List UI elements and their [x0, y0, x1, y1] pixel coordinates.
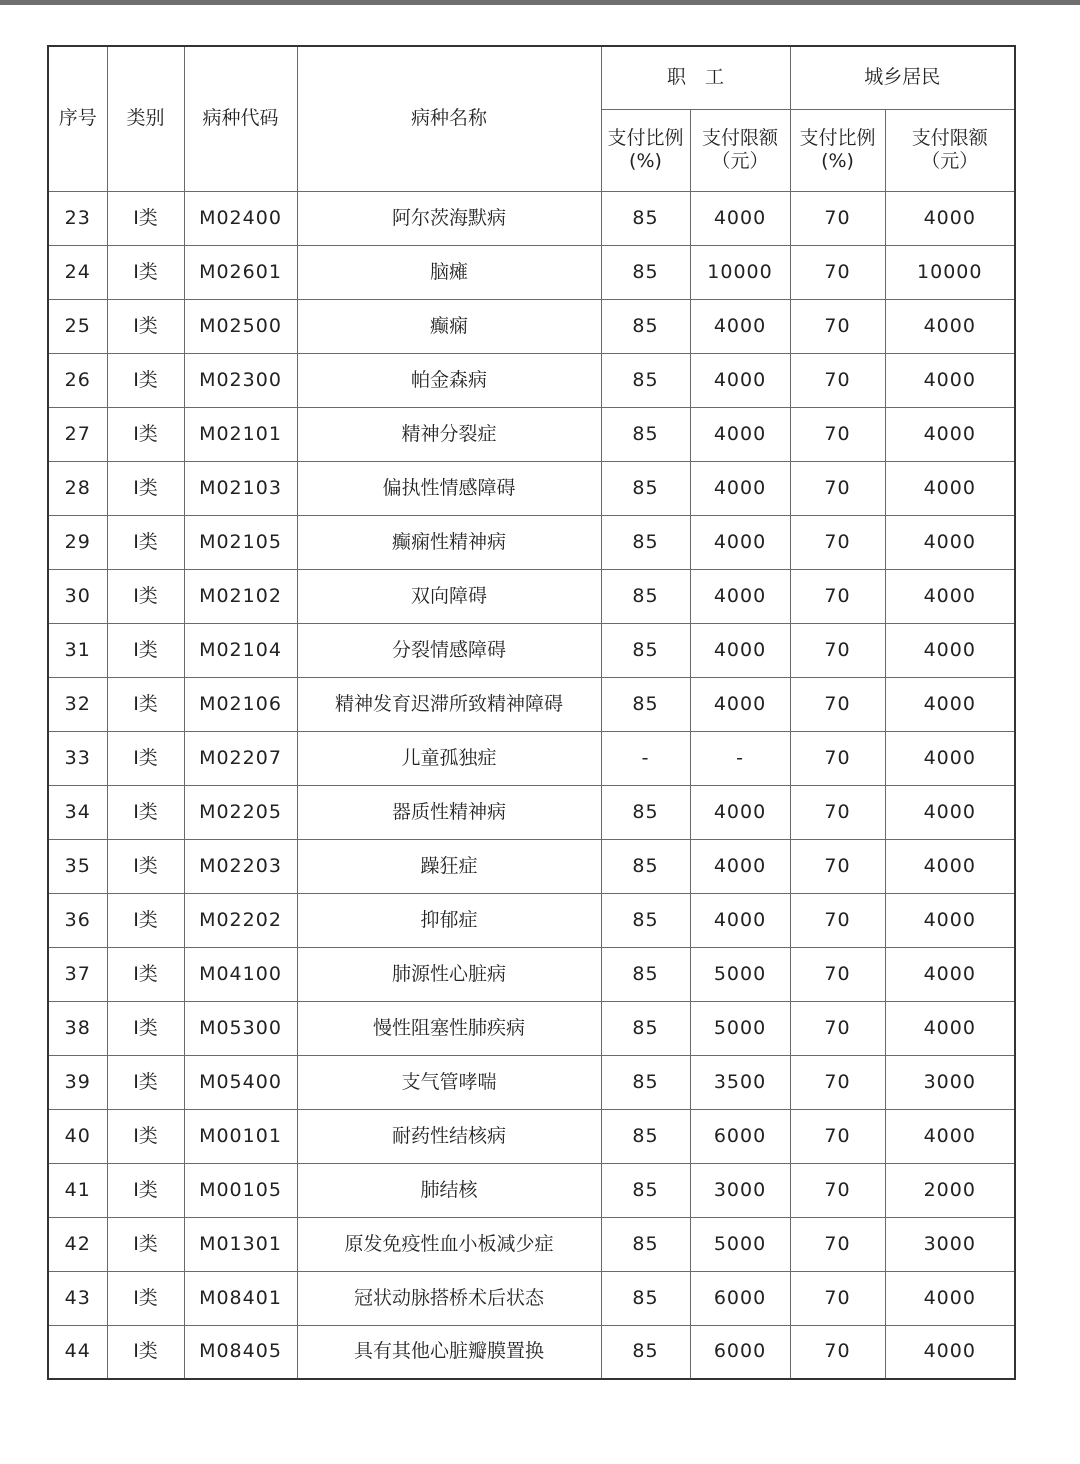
- cell-seq: 33: [48, 731, 107, 785]
- header-resident-pay-ratio: [790, 109, 885, 191]
- cell-code: M02400: [184, 191, 297, 245]
- cell-employee-pay-limit: 4000: [690, 785, 790, 839]
- cell-employee-pay-limit: 6000: [690, 1109, 790, 1163]
- header-resident: 城乡居民: [790, 46, 1015, 109]
- cell-employee-pay-ratio: 85: [601, 1109, 690, 1163]
- cell-code: M02105: [184, 515, 297, 569]
- cell-employee-pay-limit: 4000: [690, 515, 790, 569]
- cell-category: Ⅰ类: [107, 731, 184, 785]
- cell-resident-pay-limit: 4000: [885, 839, 1015, 893]
- cell-employee-pay-limit: 4000: [690, 677, 790, 731]
- cell-disease-name: 偏执性情感障碍: [297, 461, 601, 515]
- cell-employee-pay-limit: 6000: [690, 1271, 790, 1325]
- cell-category: Ⅰ类: [107, 947, 184, 1001]
- header-seq: 序号: [48, 46, 107, 191]
- table-row: [48, 569, 1015, 623]
- cell-employee-pay-ratio: 85: [601, 1163, 690, 1217]
- table-row: [48, 1271, 1015, 1325]
- cell-code: M08405: [184, 1325, 297, 1379]
- cell-employee-pay-limit: 4000: [690, 623, 790, 677]
- cell-code: M02202: [184, 893, 297, 947]
- cell-seq: 29: [48, 515, 107, 569]
- cell-code: M02601: [184, 245, 297, 299]
- pay-ratio-label: 支付比例: [607, 127, 684, 149]
- cell-employee-pay-limit: 6000: [690, 1325, 790, 1379]
- cell-seq: 40: [48, 1109, 107, 1163]
- cell-resident-pay-limit: 4000: [885, 299, 1015, 353]
- top-border-bar: [0, 0, 1080, 5]
- cell-code: M02106: [184, 677, 297, 731]
- cell-seq: 37: [48, 947, 107, 1001]
- cell-disease-name: 肺结核: [297, 1163, 601, 1217]
- cell-employee-pay-limit: 4000: [690, 353, 790, 407]
- cell-employee-pay-limit: 10000: [690, 245, 790, 299]
- cell-seq: 26: [48, 353, 107, 407]
- cell-resident-pay-limit: 4000: [885, 785, 1015, 839]
- table-row: [48, 623, 1015, 677]
- cell-employee-pay-limit: 4000: [690, 893, 790, 947]
- table-row: [48, 1163, 1015, 1217]
- cell-employee-pay-ratio: 85: [601, 623, 690, 677]
- cell-seq: 24: [48, 245, 107, 299]
- cell-seq: 42: [48, 1217, 107, 1271]
- table-body: [48, 191, 1015, 1379]
- cell-resident-pay-ratio: 70: [790, 569, 885, 623]
- cell-resident-pay-limit: 3000: [885, 1217, 1015, 1271]
- cell-code: M05300: [184, 1001, 297, 1055]
- table-row: [48, 461, 1015, 515]
- table-row: [48, 407, 1015, 461]
- cell-resident-pay-ratio: 70: [790, 623, 885, 677]
- cell-employee-pay-ratio: 85: [601, 1325, 690, 1379]
- cell-code: M02207: [184, 731, 297, 785]
- cell-resident-pay-limit: 10000: [885, 245, 1015, 299]
- cell-disease-name: 阿尔茨海默病: [297, 191, 601, 245]
- cell-resident-pay-limit: 4000: [885, 407, 1015, 461]
- cell-code: M01301: [184, 1217, 297, 1271]
- cell-seq: 27: [48, 407, 107, 461]
- cell-category: Ⅰ类: [107, 1001, 184, 1055]
- cell-resident-pay-ratio: 70: [790, 785, 885, 839]
- cell-resident-pay-limit: 4000: [885, 731, 1015, 785]
- cell-disease-name: 躁狂症: [297, 839, 601, 893]
- pay-limit-unit: （元）: [921, 150, 979, 172]
- cell-category: Ⅰ类: [107, 1109, 184, 1163]
- cell-category: Ⅰ类: [107, 191, 184, 245]
- cell-seq: 28: [48, 461, 107, 515]
- cell-resident-pay-ratio: 70: [790, 677, 885, 731]
- cell-seq: 31: [48, 623, 107, 677]
- table-row: [48, 299, 1015, 353]
- cell-category: Ⅰ类: [107, 1055, 184, 1109]
- cell-disease-name: 分裂情感障碍: [297, 623, 601, 677]
- header-code: 病种代码: [184, 46, 297, 191]
- table-row: [48, 245, 1015, 299]
- cell-resident-pay-ratio: 70: [790, 731, 885, 785]
- cell-employee-pay-ratio: -: [601, 731, 690, 785]
- cell-employee-pay-limit: 3000: [690, 1163, 790, 1217]
- cell-category: Ⅰ类: [107, 1163, 184, 1217]
- cell-resident-pay-limit: 4000: [885, 893, 1015, 947]
- cell-category: Ⅰ类: [107, 407, 184, 461]
- cell-employee-pay-limit: 4000: [690, 839, 790, 893]
- cell-code: M00105: [184, 1163, 297, 1217]
- cell-seq: 39: [48, 1055, 107, 1109]
- cell-code: M02101: [184, 407, 297, 461]
- cell-employee-pay-ratio: 85: [601, 1001, 690, 1055]
- cell-resident-pay-ratio: 70: [790, 191, 885, 245]
- cell-disease-name: 儿童孤独症: [297, 731, 601, 785]
- pay-ratio-label: 支付比例: [799, 127, 876, 149]
- table-row: [48, 515, 1015, 569]
- cell-employee-pay-limit: 5000: [690, 1001, 790, 1055]
- cell-code: M05400: [184, 1055, 297, 1109]
- cell-resident-pay-ratio: 70: [790, 839, 885, 893]
- cell-employee-pay-ratio: 85: [601, 947, 690, 1001]
- cell-employee-pay-ratio: 85: [601, 785, 690, 839]
- cell-resident-pay-ratio: 70: [790, 947, 885, 1001]
- cell-resident-pay-limit: 2000: [885, 1163, 1015, 1217]
- cell-disease-name: 脑瘫: [297, 245, 601, 299]
- cell-code: M02205: [184, 785, 297, 839]
- cell-resident-pay-limit: 4000: [885, 1325, 1015, 1379]
- cell-resident-pay-limit: 4000: [885, 191, 1015, 245]
- cell-employee-pay-limit: 5000: [690, 947, 790, 1001]
- table-row: [48, 947, 1015, 1001]
- cell-employee-pay-ratio: 85: [601, 569, 690, 623]
- cell-disease-name: 原发免疫性血小板减少症: [297, 1217, 601, 1271]
- cell-disease-name: 抑郁症: [297, 893, 601, 947]
- cell-seq: 38: [48, 1001, 107, 1055]
- header-employee-pay-ratio: [601, 109, 690, 191]
- cell-code: M02300: [184, 353, 297, 407]
- cell-resident-pay-limit: 4000: [885, 515, 1015, 569]
- header-employee: 职 工: [601, 46, 790, 109]
- cell-code: M02104: [184, 623, 297, 677]
- cell-employee-pay-limit: 4000: [690, 191, 790, 245]
- table-row: [48, 1001, 1015, 1055]
- cell-resident-pay-limit: 4000: [885, 1109, 1015, 1163]
- cell-resident-pay-limit: 4000: [885, 1001, 1015, 1055]
- table-row: [48, 1217, 1015, 1271]
- table-row: [48, 1109, 1015, 1163]
- cell-employee-pay-ratio: 85: [601, 893, 690, 947]
- cell-code: M08401: [184, 1271, 297, 1325]
- cell-disease-name: 癫痫: [297, 299, 601, 353]
- cell-category: Ⅰ类: [107, 1271, 184, 1325]
- cell-code: M00101: [184, 1109, 297, 1163]
- table-row: [48, 191, 1015, 245]
- cell-category: Ⅰ类: [107, 299, 184, 353]
- cell-seq: 32: [48, 677, 107, 731]
- cell-disease-name: 器质性精神病: [297, 785, 601, 839]
- table-row: [48, 677, 1015, 731]
- cell-employee-pay-ratio: 85: [601, 677, 690, 731]
- cell-code: M02500: [184, 299, 297, 353]
- cell-resident-pay-limit: 4000: [885, 1271, 1015, 1325]
- cell-resident-pay-limit: 3000: [885, 1055, 1015, 1109]
- cell-resident-pay-ratio: 70: [790, 1055, 885, 1109]
- cell-employee-pay-ratio: 85: [601, 1055, 690, 1109]
- table-row: [48, 839, 1015, 893]
- cell-category: Ⅰ类: [107, 839, 184, 893]
- cell-disease-name: 肺源性心脏病: [297, 947, 601, 1001]
- cell-employee-pay-ratio: 85: [601, 1271, 690, 1325]
- cell-disease-name: 支气管哮喘: [297, 1055, 601, 1109]
- cell-resident-pay-ratio: 70: [790, 1001, 885, 1055]
- table-row: [48, 1055, 1015, 1109]
- cell-disease-name: 精神发育迟滞所致精神障碍: [297, 677, 601, 731]
- cell-category: Ⅰ类: [107, 623, 184, 677]
- table-row: [48, 893, 1015, 947]
- cell-category: Ⅰ类: [107, 893, 184, 947]
- cell-employee-pay-ratio: 85: [601, 245, 690, 299]
- cell-code: M02103: [184, 461, 297, 515]
- table-row: [48, 731, 1015, 785]
- cell-seq: 30: [48, 569, 107, 623]
- cell-category: Ⅰ类: [107, 515, 184, 569]
- cell-seq: 43: [48, 1271, 107, 1325]
- cell-employee-pay-limit: 3500: [690, 1055, 790, 1109]
- cell-employee-pay-limit: 4000: [690, 299, 790, 353]
- cell-category: Ⅰ类: [107, 785, 184, 839]
- cell-resident-pay-ratio: 70: [790, 1325, 885, 1379]
- cell-employee-pay-ratio: 85: [601, 407, 690, 461]
- cell-employee-pay-limit: 4000: [690, 569, 790, 623]
- cell-disease-name: 具有其他心脏瓣膜置换: [297, 1325, 601, 1379]
- cell-code: M02203: [184, 839, 297, 893]
- cell-category: Ⅰ类: [107, 353, 184, 407]
- cell-seq: 36: [48, 893, 107, 947]
- cell-disease-name: 帕金森病: [297, 353, 601, 407]
- cell-disease-name: 精神分裂症: [297, 407, 601, 461]
- cell-resident-pay-limit: 4000: [885, 461, 1015, 515]
- cell-employee-pay-limit: 5000: [690, 1217, 790, 1271]
- cell-seq: 41: [48, 1163, 107, 1217]
- cell-resident-pay-ratio: 70: [790, 245, 885, 299]
- cell-employee-pay-ratio: 85: [601, 461, 690, 515]
- header-category: 类别: [107, 46, 184, 191]
- cell-resident-pay-limit: 4000: [885, 353, 1015, 407]
- cell-employee-pay-ratio: 85: [601, 515, 690, 569]
- cell-resident-pay-limit: 4000: [885, 677, 1015, 731]
- cell-resident-pay-ratio: 70: [790, 353, 885, 407]
- pay-ratio-unit: (%): [821, 150, 854, 172]
- pay-limit-label: 支付限额: [702, 127, 779, 149]
- cell-seq: 44: [48, 1325, 107, 1379]
- cell-resident-pay-ratio: 70: [790, 299, 885, 353]
- cell-category: Ⅰ类: [107, 677, 184, 731]
- cell-disease-name: 癫痫性精神病: [297, 515, 601, 569]
- cell-employee-pay-limit: 4000: [690, 461, 790, 515]
- cell-code: M02102: [184, 569, 297, 623]
- cell-employee-pay-ratio: 85: [601, 1217, 690, 1271]
- cell-seq: 25: [48, 299, 107, 353]
- table-row: [48, 1325, 1015, 1379]
- cell-seq: 23: [48, 191, 107, 245]
- cell-category: Ⅰ类: [107, 1217, 184, 1271]
- table-row: [48, 785, 1015, 839]
- cell-employee-pay-ratio: 85: [601, 839, 690, 893]
- cell-employee-pay-limit: -: [690, 731, 790, 785]
- table-row: [48, 353, 1015, 407]
- header-name: 病种名称: [297, 46, 601, 191]
- cell-code: M04100: [184, 947, 297, 1001]
- pay-ratio-unit: (%): [629, 150, 662, 172]
- cell-resident-pay-ratio: 70: [790, 515, 885, 569]
- pay-limit-unit: （元）: [711, 150, 769, 172]
- cell-seq: 35: [48, 839, 107, 893]
- cell-employee-pay-ratio: 85: [601, 191, 690, 245]
- cell-employee-pay-ratio: 85: [601, 299, 690, 353]
- cell-resident-pay-ratio: 70: [790, 893, 885, 947]
- cell-disease-name: 冠状动脉搭桥术后状态: [297, 1271, 601, 1325]
- cell-resident-pay-ratio: 70: [790, 461, 885, 515]
- cell-category: Ⅰ类: [107, 245, 184, 299]
- cell-resident-pay-ratio: 70: [790, 1109, 885, 1163]
- cell-resident-pay-ratio: 70: [790, 1217, 885, 1271]
- cell-disease-name: 双向障碍: [297, 569, 601, 623]
- cell-resident-pay-ratio: 70: [790, 1271, 885, 1325]
- cell-category: Ⅰ类: [107, 461, 184, 515]
- pay-limit-label: 支付限额: [911, 127, 988, 149]
- table-header: [48, 46, 1015, 191]
- header-resident-pay-limit: [885, 109, 1015, 191]
- cell-resident-pay-limit: 4000: [885, 569, 1015, 623]
- disease-payment-table: [47, 45, 1016, 1380]
- cell-resident-pay-limit: 4000: [885, 947, 1015, 1001]
- cell-employee-pay-limit: 4000: [690, 407, 790, 461]
- cell-resident-pay-ratio: 70: [790, 1163, 885, 1217]
- header-employee-pay-limit: [690, 109, 790, 191]
- cell-disease-name: 慢性阻塞性肺疾病: [297, 1001, 601, 1055]
- cell-employee-pay-ratio: 85: [601, 353, 690, 407]
- cell-disease-name: 耐药性结核病: [297, 1109, 601, 1163]
- cell-resident-pay-limit: 4000: [885, 623, 1015, 677]
- cell-resident-pay-ratio: 70: [790, 407, 885, 461]
- cell-category: Ⅰ类: [107, 1325, 184, 1379]
- cell-seq: 34: [48, 785, 107, 839]
- cell-category: Ⅰ类: [107, 569, 184, 623]
